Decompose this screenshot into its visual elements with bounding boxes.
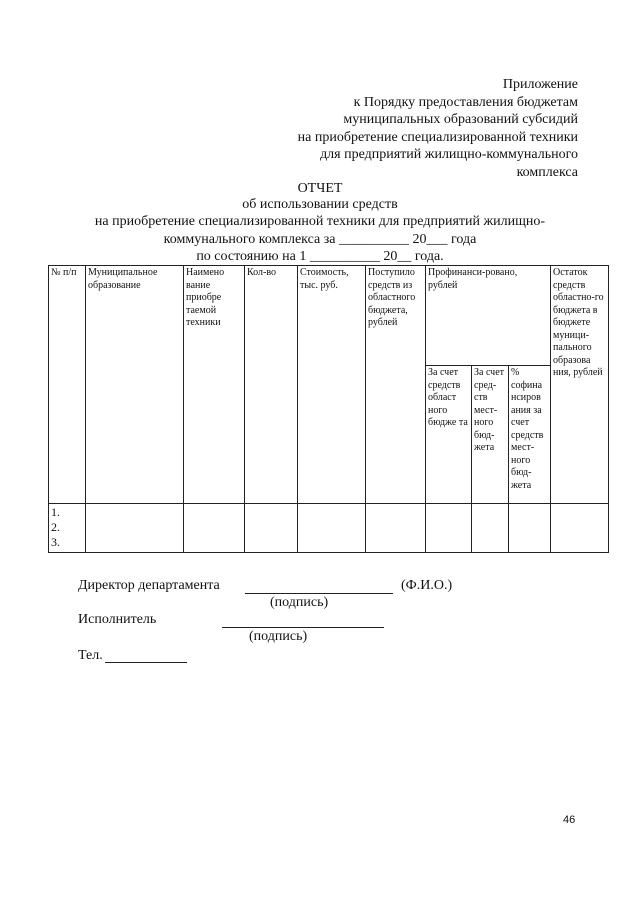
appendix-line: муниципальных образований субсидий [343,112,578,127]
table-cell[interactable] [426,504,472,553]
table-cell[interactable] [86,504,184,553]
header-cost: Стоимость, тыс. руб. [298,266,366,504]
appendix-line: на приобретение специализированной техники [297,129,578,145]
appendix-block [298,76,578,181]
table-cell[interactable] [245,504,298,553]
header-received: Поступило средств из областного бюджета, рублей [366,266,426,504]
header-municipality: Муниципальное образование [86,266,184,504]
appendix-line: комплекса [516,164,578,180]
header-cofinanced: Профинанси-ровано, рублей [426,266,551,366]
report-purpose-line1: на приобретение специализированной техники для предприятий жилищно- [94,214,546,229]
subheader-percent: % софина нсиров ания за счет средств мест-ного бюд-жета [509,366,551,504]
page-number: 46 [563,814,576,826]
table-cell[interactable] [472,504,509,553]
header-num: № п/п [49,266,86,504]
table-row [49,504,609,553]
subheader-regional: За счет средств област ного бюдже та [426,366,472,504]
row-numbers-cell [49,504,86,553]
executor-label: Исполнитель [78,612,157,627]
report-table [48,265,609,553]
header-item-name: Наимено вание приобре таемой техники [184,266,245,504]
header-quantity: Кол-во [245,266,298,504]
director-fio: (Ф.И.О.) [401,578,453,593]
row-number: 3. [51,535,60,549]
phone-label: Тел. [78,648,103,663]
row-number: 2. [51,520,60,534]
appendix-line: к Порядку предоставления бюджетам [353,94,578,110]
director-signature-line[interactable] [245,593,393,594]
header-balance: Остаток средств областно-го бюджета в бюджете муници-пального образова ния, рублей [551,266,609,504]
table-cell[interactable] [184,504,245,553]
director-signature-hint: (подпись) [270,595,329,610]
table-cell[interactable] [551,504,609,553]
executor-signature-hint: (подпись) [249,629,308,644]
executor-signature-line[interactable] [222,627,384,628]
report-purpose-line2: коммунального комплекса за __________ 20___ года [163,232,477,247]
report-title: ОТЧЕТ [297,181,343,196]
director-label: Директор департамента [78,578,220,593]
table-cell[interactable] [509,504,551,553]
subheader-local: За счет сред-ств мест-ного бюд-жета [472,366,509,504]
phone-line[interactable] [105,662,187,663]
table-cell[interactable] [366,504,426,553]
appendix-line: Приложение [502,77,578,92]
appendix-line: для предприятий жилищно-коммунального [320,147,578,162]
report-as-of: по состоянию на 1 __________ 20__ года. [196,249,444,264]
row-number: 1. [51,505,60,519]
report-subtitle: об использовании средств [242,197,398,212]
table-cell[interactable] [298,504,366,553]
